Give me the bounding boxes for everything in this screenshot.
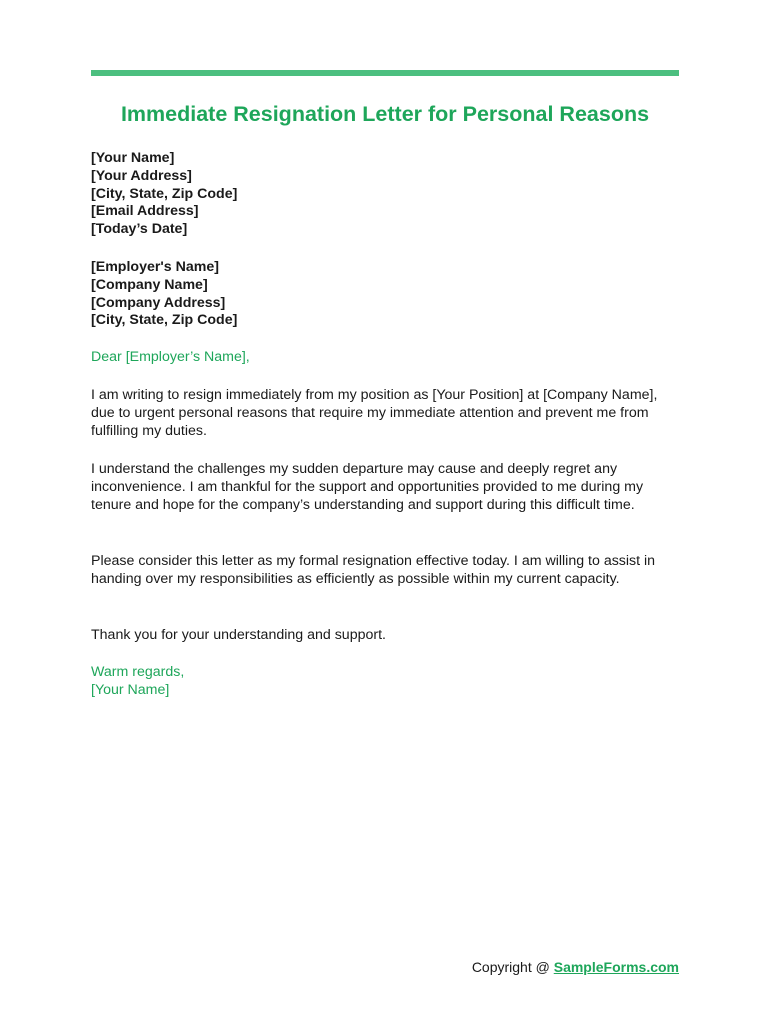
sender-email: [Email Address] <box>91 203 199 220</box>
paragraph-text: I am writing to resign immediately from my position as [Your Position] at [Company Name], due to urgent personal reasons that require my immediate attention and prevent me from fulfilling my duties. <box>91 387 658 439</box>
letter-date: [Today’s Date] <box>91 221 188 238</box>
copyright-footer <box>472 958 679 976</box>
signature-name: [Your Name] <box>91 681 170 698</box>
sender-address: [Your Address] <box>91 167 192 184</box>
copyright-prefix: Copyright @ <box>471 959 554 975</box>
company-address: [Company Address] <box>91 294 226 311</box>
document-title: Immediate Resignation Letter for Personal Reasons <box>120 102 650 126</box>
sampleforms-link[interactable]: SampleForms.com <box>553 959 679 975</box>
paragraph-text: Please consider this letter as my formal resignation effective today. I am willing to assist in handing over my responsibilities as efficiently as possible within my current capacity. <box>91 553 656 587</box>
employer-name: [Employer's Name] <box>91 259 219 275</box>
sender-city-state-zip: [City, State, Zip Code] <box>91 185 238 202</box>
recipient-address-block <box>91 259 691 330</box>
body-paragraph-4 <box>91 627 691 645</box>
paragraph-text: Thank you for your understanding and support. <box>91 627 386 643</box>
salutation: Dear [Employer’s Name], <box>91 349 250 365</box>
body-paragraph-1 <box>91 387 691 440</box>
body-paragraph-2 <box>91 461 691 514</box>
body-paragraph-3 <box>91 553 691 589</box>
sender-name: [Your Name] <box>91 150 175 166</box>
top-divider <box>91 70 679 76</box>
sender-address-block <box>91 150 691 239</box>
closing-block <box>91 664 691 700</box>
valediction: Warm regards, <box>91 664 185 680</box>
paragraph-text: I understand the challenges my sudden departure may cause and deeply regret any inconvenience. I am thankful for the support and opportunities provided to me during my tenure and hope for the company’s understanding and support during this difficult time. <box>91 461 644 513</box>
company-name: [Company Name] <box>91 276 208 293</box>
salutation-block <box>91 349 691 367</box>
company-city-state-zip: [City, State, Zip Code] <box>91 312 238 329</box>
